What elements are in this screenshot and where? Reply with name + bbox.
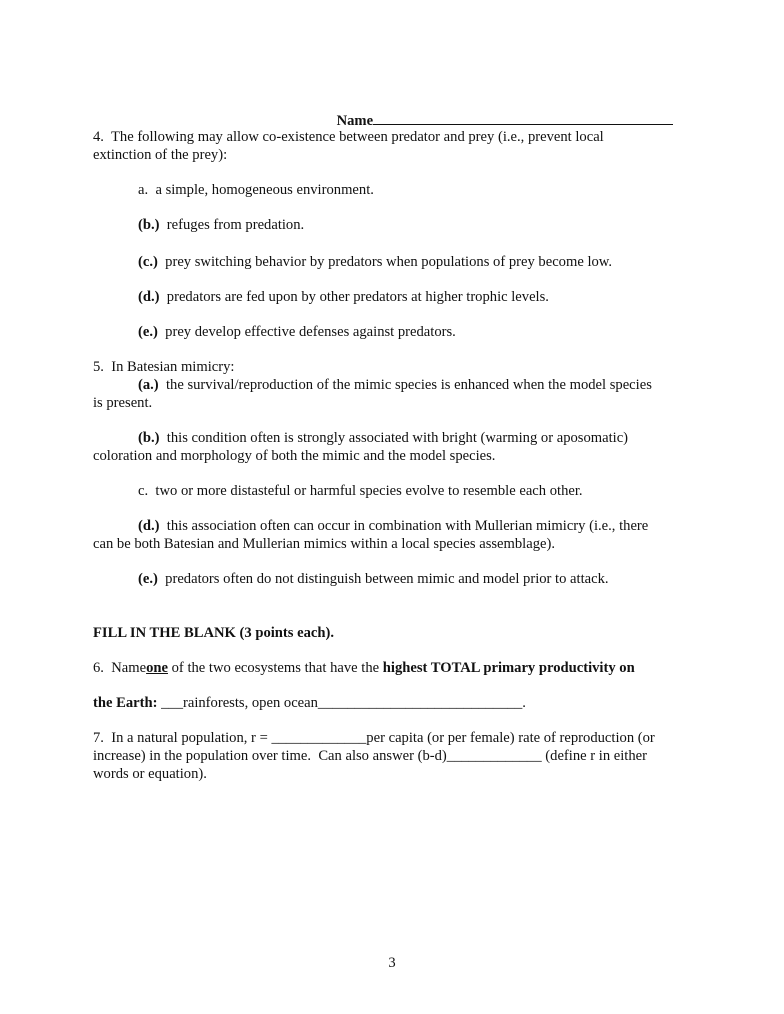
q4-option-b-marker: (b.)	[138, 217, 160, 233]
q4-option-e-text: prey develop effective defenses against predators.	[165, 324, 456, 340]
q6-answer: ___rainforests, open ocean____________________________.	[157, 695, 526, 711]
q4-option-e-marker: (e.)	[138, 324, 158, 340]
q5-stem: 5. In Batesian mimicry:	[93, 359, 235, 375]
q5-option-d-marker: (d.)	[138, 518, 160, 534]
name-blank-line	[373, 111, 673, 125]
q4-option-d	[138, 288, 549, 306]
q6-line2	[93, 694, 526, 712]
q6-line1	[93, 659, 635, 677]
q5-option-e-marker: (e.)	[138, 571, 158, 587]
q4-option-c-text: prey switching behavior by predators when populations of prey become low.	[165, 254, 613, 270]
q5-option-b-marker: (b.)	[138, 430, 160, 446]
q4-option-a-marker: a.	[138, 182, 149, 198]
name-label: Name	[336, 113, 374, 129]
q6-part2: of the two ecosystems that have the	[167, 660, 383, 676]
q4-stem-line2: extinction of the prey):	[93, 147, 228, 163]
q5-option-e-text: predators often do not distinguish between mimic and model prior to attack.	[165, 571, 609, 587]
q4-option-c	[138, 253, 612, 271]
q7-line2: increase) in the population over time. Can also answer (b-d)_____________ (define r in either	[93, 748, 647, 764]
q4-option-a	[138, 181, 374, 199]
page-number: 3	[388, 955, 396, 971]
q7-line1: 7. In a natural population, r = _____________per capita (or per female) rate of reproduction (or	[93, 730, 655, 746]
q5-option-b-text1: this condition often is strongly associated with bright (warming or aposomatic)	[166, 430, 629, 446]
q5-option-c: c. two or more distasteful or harmful species evolve to resemble each other.	[138, 483, 583, 499]
q7-line3: words or equation).	[93, 766, 207, 782]
q5-option-d-text2: can be both Batesian and Mullerian mimics within a local species assemblage).	[93, 536, 555, 552]
q4-option-e	[138, 323, 456, 341]
q5-option-d-line1	[138, 517, 648, 535]
fill-in-blank-heading: FILL IN THE BLANK (3 points each).	[93, 625, 334, 641]
q6-bold-part: highest TOTAL primary productivity on	[382, 660, 635, 676]
q4-option-a-text: a simple, homogeneous environment.	[155, 182, 374, 198]
q4-option-d-marker: (d.)	[138, 289, 160, 305]
q5-option-b-line1	[138, 429, 628, 447]
q4-option-b	[138, 216, 304, 234]
q4-stem-line1: 4. The following may allow co-existence between predator and prey (i.e., prevent local	[93, 129, 604, 145]
q5-option-a-text1: the survival/reproduction of the mimic species is enhanced when the model species	[165, 377, 652, 393]
q5-option-a-text2: is present.	[93, 395, 153, 411]
q4-option-c-marker: (c.)	[138, 254, 158, 270]
q5-option-d-text1: this association often can occur in combination with Mullerian mimicry (i.e., there	[166, 518, 649, 534]
q6-part1: 6. Name	[93, 660, 147, 676]
q4-option-d-text: predators are fed upon by other predators at higher trophic levels.	[166, 289, 549, 305]
q6-one-emphasis: one	[146, 660, 168, 676]
q5-option-b-text2: coloration and morphology of both the mimic and the model species.	[93, 448, 496, 464]
q5-option-e	[138, 570, 609, 588]
q5-option-a-marker: (a.)	[138, 377, 159, 393]
q6-line2-bold: the Earth:	[93, 695, 158, 711]
q5-option-a-line1	[138, 376, 652, 394]
q4-option-b-text: refuges from predation.	[166, 217, 305, 233]
